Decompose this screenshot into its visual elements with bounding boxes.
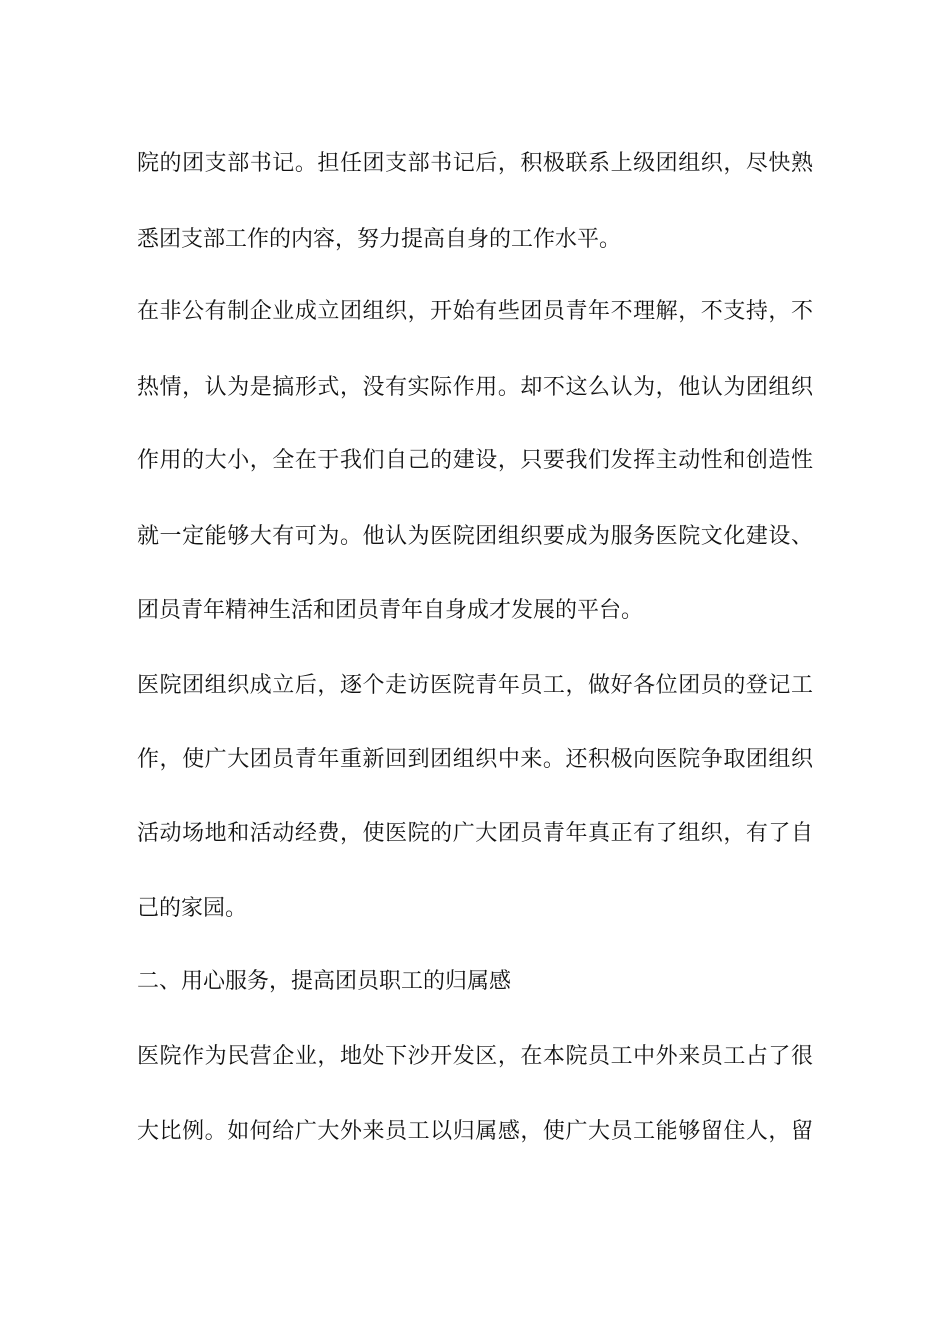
paragraph-line: 热情，认为是搞形式，没有实际作用。却不这么认为，他认为团组织 — [137, 375, 813, 400]
paragraph-line: 悉团支部工作的内容，努力提高自身的工作水平。 — [137, 227, 622, 252]
paragraph-line: 在非公有制企业成立团组织，开始有些团员青年不理解，不支持，不 — [137, 299, 813, 324]
paragraph-line: 就一定能够大有可为。他认为医院团组织要成为服务医院文化建设、 — [137, 524, 813, 549]
paragraph-line: 作，使广大团员青年重新回到团组织中来。还积极向医院争取团组织 — [137, 747, 813, 772]
section-heading: 二、用心服务，提高团员职工的归属感 — [137, 969, 512, 994]
paragraph-line: 院的团支部书记。担任团支部书记后，积极联系上级团组织，尽快熟 — [137, 151, 813, 176]
paragraph-line: 大比例。如何给广大外来员工以归属感，使广大员工能够留住人，留 — [137, 1119, 813, 1144]
paragraph-line: 医院作为民营企业，地处下沙开发区，在本院员工中外来员工占了很 — [137, 1044, 813, 1069]
paragraph-line: 己的家园。 — [137, 896, 248, 921]
paragraph-line: 医院团组织成立后，逐个走访医院青年员工，做好各位团员的登记工 — [137, 673, 813, 698]
paragraph-line: 作用的大小，全在于我们自己的建设，只要我们发挥主动性和创造性 — [137, 448, 813, 473]
paragraph-line: 团员青年精神生活和团员青年自身成才发展的平台。 — [137, 598, 644, 623]
paragraph-line: 活动场地和活动经费，使医院的广大团员青年真正有了组织，有了自 — [137, 821, 813, 846]
